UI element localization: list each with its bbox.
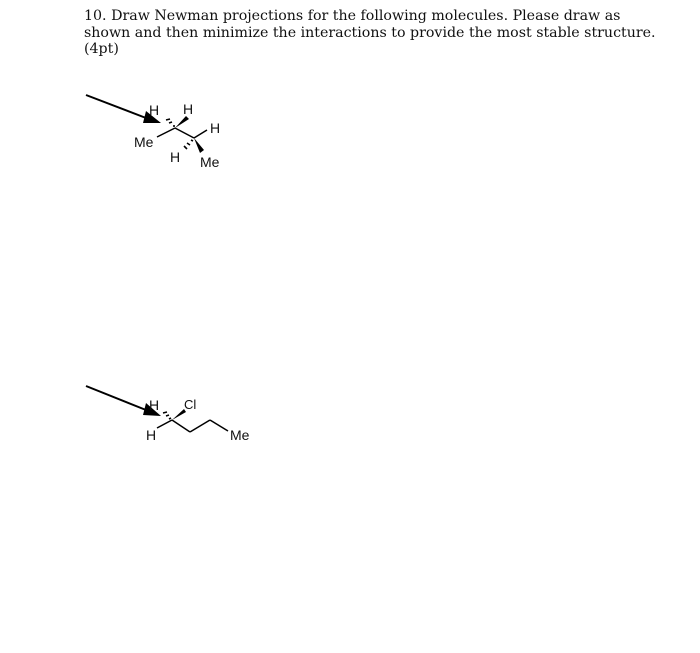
bond-c1-h: [157, 420, 172, 428]
hashed-wedge-c1-h: [163, 412, 171, 419]
question-line-3: (4pt): [84, 41, 119, 57]
view-arrow-1-shaft: [86, 95, 146, 118]
bond-c3-me: [210, 420, 228, 431]
bond-c1-c2: [172, 420, 190, 432]
mol2-label-h-bottom: H: [146, 427, 157, 443]
hashed-wedge-c2-h: [184, 140, 193, 149]
mol1-label-h-bottom: H: [170, 149, 181, 165]
molecule-2-structure: [0, 375, 300, 450]
mol2-label-cl: Cl: [184, 397, 197, 412]
molecule-1-structure: [0, 80, 300, 190]
question-line-2: shown and then minimize the interactions to provide the most stable structure.: [84, 24, 656, 41]
question-10-text: [84, 8, 656, 58]
mol1-label-me-left: Me: [134, 134, 154, 150]
hashed-wedge-c1-h: [166, 119, 175, 126]
bond-c2-h-right: [194, 130, 207, 138]
question-line-1: 10. Draw Newman projections for the following molecules. Please draw as: [84, 8, 621, 24]
mol2-label-h-top: H: [149, 397, 160, 413]
wedge-c1-h: [175, 116, 189, 128]
bond-c2-c3: [190, 420, 210, 432]
mol1-label-h-right: H: [210, 120, 221, 136]
mol1-label-me-bottom: Me: [200, 154, 220, 170]
wedge-c2-me: [194, 138, 204, 153]
mol1-label-h-top-right: H: [183, 101, 194, 117]
bond-c1-me: [157, 128, 175, 137]
bond-c1-c2: [175, 128, 194, 138]
view-arrow-2-shaft: [86, 386, 146, 410]
mol1-label-h-top-left: H: [149, 102, 160, 118]
mol2-label-me: Me: [230, 427, 250, 443]
